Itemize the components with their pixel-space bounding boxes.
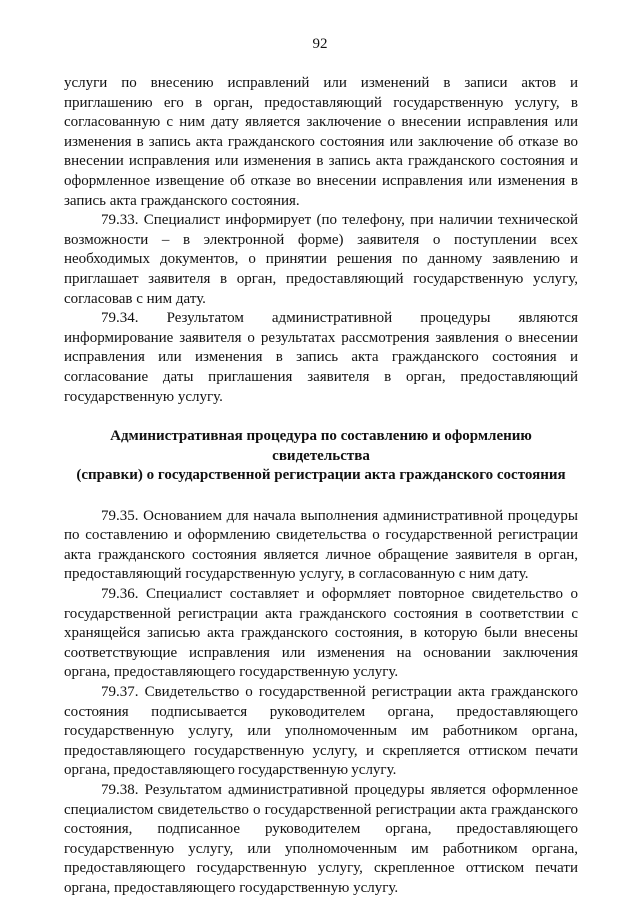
document-body (64, 74, 578, 898)
paragraph-79-34: 79.34. Результатом административной процедуры являются информирование заявителя о результатах рассмотрения заявления о внесении исправления или изменения в запись акта гражданского состояния и согласование даты приглашения заявителя в орган, предоставляющий государственную услугу. (64, 310, 578, 405)
paragraph-79-37: 79.37. Свидетельство о государственной регистрации акта гражданского состояния подписывается руководителем органа, предоставляющего государственную услугу, или уполномоченным им работником органа, предоставляющего государственную услугу, и скрепляется оттиском печати органа, предоставляющего государственную услугу. (64, 683, 578, 779)
section-heading-line-2: (справки) о государственной регистрации акта гражданского состояния (76, 467, 566, 484)
paragraph-79-35: 79.35. Основанием для начала выполнения административной процедуры по составлению и оформлению свидетельства о государственной регистрации акта гражданского состояния является личное обращение заявителя в орган, предоставляющий государственную услугу, в согласованную с ним дату. (64, 507, 578, 583)
paragraph-79-38: 79.38. Результатом административной процедуры является оформленное специалистом свидетельство о государственной регистрации акта гражданского состояния, подписанное руководителем органа, предоставляющего государственную услугу, или уполномоченным им работником органа, предоставляющего государственную услугу, скрепленное оттиском печати органа, предоставляющего государственную услугу. (64, 781, 578, 896)
paragraph-79-33: 79.33. Специалист информирует (по телефону, при наличии технической возможности – в электронной форме) заявителя о поступлении всех необходимых документов, о принятии решения по данному заявлению и приглашает заявителя в орган, предоставляющий государственную услугу, согласовав с ним дату. (64, 212, 578, 307)
paragraph-79-36: 79.36. Специалист составляет и оформляет повторное свидетельство о государственной регистрации акта гражданского состояния в соответствии с хранящейся записью акта гражданского состояния, в которую были внесены соответствующие исправления или изменения на основании заключения органа, предоставляющего государственную услугу. (64, 585, 578, 681)
page-number: 92 (312, 36, 328, 52)
section-heading-line-1: Административная процедура по составлению и оформлению свидетельства (110, 428, 532, 464)
section-heading (64, 427, 578, 486)
paragraph-continuation: услуги по внесению исправлений или изменений в записи актов и приглашению его в орган, предоставляющий государственную услугу, в согласованную с ним дату является заключение о внесении исправления или изменения в запись акта гражданского состояния или заключение об отказе во внесении исправления или изменения в запись акта гражданского состояния и оформленное извещение об отказе во внесении исправления или изменения в запись акта гражданского состояния. (64, 75, 578, 209)
